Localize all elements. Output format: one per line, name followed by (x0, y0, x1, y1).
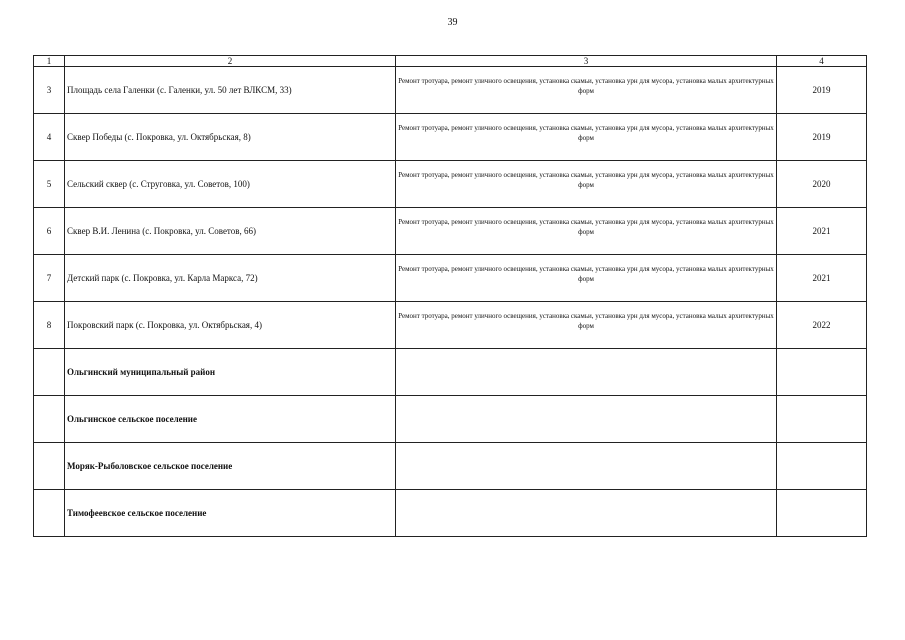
table-row (34, 255, 867, 302)
header-cell-1: 1 (34, 56, 65, 67)
section-row (34, 490, 867, 537)
table-row (34, 208, 867, 255)
work-description: Ремонт тротуара, ремонт уличного освещения, установка скамьи, установка урн для мусора, установка малых архитектурных форм (396, 161, 777, 208)
improvement-table (33, 55, 867, 537)
row-number (34, 396, 65, 443)
object-name: Сквер Победы (с. Покровка, ул. Октябрьская, 8) (65, 114, 396, 161)
table-row (34, 67, 867, 114)
header-cell-3: 3 (396, 56, 777, 67)
table-row (34, 161, 867, 208)
row-number: 4 (34, 114, 65, 161)
row-number: 8 (34, 302, 65, 349)
empty-cell (777, 490, 867, 537)
work-description: Ремонт тротуара, ремонт уличного освещения, установка скамьи, установка урн для мусора, установка малых архитектурных форм (396, 208, 777, 255)
object-name: Покровский парк (с. Покровка, ул. Октябрьская, 4) (65, 302, 396, 349)
year: 2021 (777, 255, 867, 302)
section-row (34, 349, 867, 396)
object-name: Площадь села Галенки (с. Галенки, ул. 50 лет ВЛКСМ, 33) (65, 67, 396, 114)
section-row (34, 396, 867, 443)
year: 2019 (777, 67, 867, 114)
header-cell-4: 4 (777, 56, 867, 67)
work-description: Ремонт тротуара, ремонт уличного освещения, установка скамьи, установка урн для мусора, установка малых архитектурных форм (396, 114, 777, 161)
empty-cell (777, 443, 867, 490)
row-number (34, 490, 65, 537)
empty-cell (396, 349, 777, 396)
object-name: Сельский сквер (с. Струговка, ул. Советов, 100) (65, 161, 396, 208)
empty-cell (396, 396, 777, 443)
empty-cell (396, 443, 777, 490)
page-number: 39 (447, 17, 458, 28)
header-cell-2: 2 (65, 56, 396, 67)
row-number: 7 (34, 255, 65, 302)
section-title: Тимофеевское сельское поселение (65, 490, 396, 537)
row-number: 3 (34, 67, 65, 114)
object-name: Сквер В.И. Ленина (с. Покровка, ул. Советов, 66) (65, 208, 396, 255)
table-row (34, 302, 867, 349)
empty-cell (396, 490, 777, 537)
row-number: 5 (34, 161, 65, 208)
row-number (34, 443, 65, 490)
row-number: 6 (34, 208, 65, 255)
empty-cell (777, 396, 867, 443)
year: 2021 (777, 208, 867, 255)
year: 2022 (777, 302, 867, 349)
work-description: Ремонт тротуара, ремонт уличного освещения, установка скамьи, установка урн для мусора, установка малых архитектурных форм (396, 255, 777, 302)
table-row (34, 114, 867, 161)
row-number (34, 349, 65, 396)
section-title: Ольгинский муниципальный район (65, 349, 396, 396)
object-name: Детский парк (с. Покровка, ул. Карла Маркса, 72) (65, 255, 396, 302)
table-header (34, 56, 867, 67)
section-title: Моряк-Рыболовское сельское поселение (65, 443, 396, 490)
empty-cell (777, 349, 867, 396)
section-title: Ольгинское сельское поселение (65, 396, 396, 443)
work-description: Ремонт тротуара, ремонт уличного освещения, установка скамьи, установка урн для мусора, установка малых архитектурных форм (396, 302, 777, 349)
work-description: Ремонт тротуара, ремонт уличного освещения, установка скамьи, установка урн для мусора, установка малых архитектурных форм (396, 67, 777, 114)
section-row (34, 443, 867, 490)
year: 2019 (777, 114, 867, 161)
year: 2020 (777, 161, 867, 208)
